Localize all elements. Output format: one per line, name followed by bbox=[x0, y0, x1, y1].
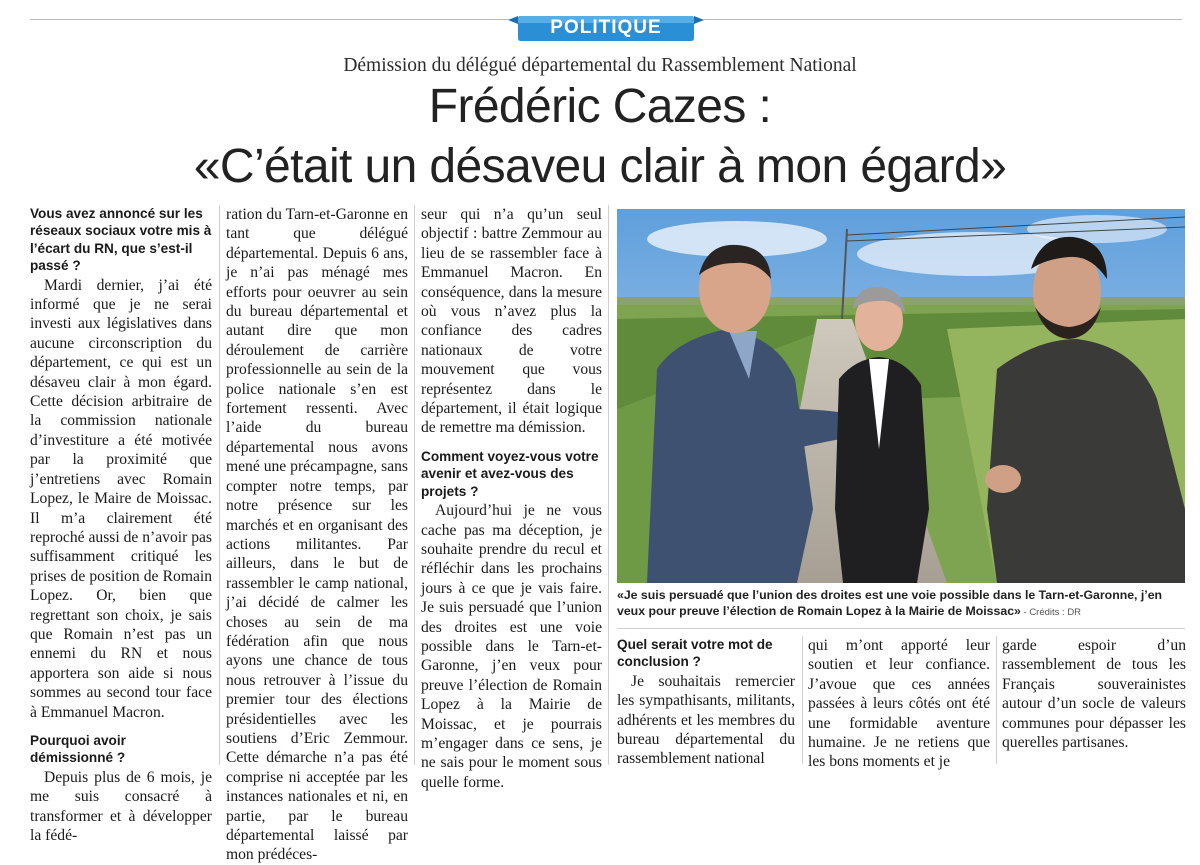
article-title-line-2: «C’était un désaveu clair à mon égard» bbox=[193, 140, 1007, 193]
question-1: Vous avez annoncé sur les réseaux sociaux votre mis à l’écart du RN, que s’est-il passé ? bbox=[30, 206, 212, 274]
answer-1: Mardi dernier, j’ai été informé que je ne serai investi aux législatives dans aucune circonscription du département, ce qui est un désaveu clair à mon égard. Cette décision arbitraire de la commission nationale d’investiture a été motivée par la proximité que j’entretiens avec Romain Lopez, le Maire de Moissac. Il m’a clairement été reproché aussi de n’avoir pas suffisamment critiqué les prises de position de Romain Lopez. Or, bien que regrettant son choix, je sais que Romain n’est pas un ennemi du RN et nous apportera son aide si nous sommes au second tour face à Emmanuel Macron. bbox=[30, 276, 212, 721]
photo-illustration bbox=[617, 209, 1185, 583]
column-divider bbox=[219, 205, 220, 765]
column-divider bbox=[608, 205, 609, 765]
article-column-5 bbox=[808, 636, 990, 772]
rubric-badge bbox=[508, 10, 704, 46]
photo-caption bbox=[617, 587, 1187, 621]
question-3: Comment voyez-vous votre avenir et avez-vous des projets ? bbox=[421, 448, 599, 499]
article-column-6 bbox=[1002, 636, 1186, 752]
answer-3: Aujourd’hui je ne vous cache pas ma déception, je souhaite prendre du recul et réfléchir dans les prochains jours à ce que je vais faire. Je suis persuadé que l’union des droites est une voie possible dans le Tarn-et-Garonne, j’en veux pour preuve l’élection de Romain Lopez à la Mairie de Moissac, et je pourrais m’engager dans ce sens, je ne sais pour le moment sous quelle forme. bbox=[421, 502, 602, 791]
rubric-label: POLITIQUE bbox=[550, 17, 662, 38]
answer-4-end: garde espoir d’un rassemblement de tous les Français souverainistes autour d’un socle de valeurs communes pour dépasser les querelles partisanes. bbox=[1002, 637, 1186, 752]
article-column-2 bbox=[226, 205, 408, 865]
article-kicker: Démission du délégué départemental du Rassemblement National bbox=[343, 55, 857, 76]
column-divider bbox=[414, 205, 415, 765]
answer-2-continued: ration du Tarn-et-Garonne en tant que délégué départemental. Depuis 6 ans, je n’ai pas ménagé mes efforts pour oeuvrer au sein du bureau départemental et autant dire que mon déroulement de carrière professionnelle au sein de la police nationale s’en est fortement ressenti. Avec l’aide du bureau départemental nous avons mené une précampagne, sans compter notre temps, par notre présence sur les marchés et en organisant des actions militantes. Par ailleurs, dans le but de rassembler le camp national, j’ai décidé de calmer les choses au sein de ma fédération afin que nous ayons une chance de tous nous retrouver à l’issue du premier tour des élections présidentielles avec les soutiens d’Eric Zemmour. Cette démarche n’a pas été comprise ni acceptée par les instances nationales et ni, en partie, par le bureau départemental laissé par mon prédéces- bbox=[226, 206, 408, 864]
question-2: Pourquoi avoir démissionné ? bbox=[30, 732, 126, 766]
article-column-1 bbox=[30, 205, 212, 845]
article-photo bbox=[617, 209, 1185, 583]
article-column-3 bbox=[421, 205, 602, 792]
column-divider bbox=[996, 636, 997, 764]
answer-2-start: Depuis plus de 6 mois, je me suis consacré à transformer et à développer la fédé- bbox=[30, 768, 212, 844]
photo-credits: - Crédits : DR bbox=[1020, 607, 1082, 618]
caption-divider bbox=[617, 628, 1185, 629]
article-column-4 bbox=[617, 636, 795, 769]
question-4: Quel serait votre mot de conclusion ? bbox=[617, 637, 773, 670]
column-divider bbox=[802, 636, 803, 764]
article-title-line-1: Frédéric Cazes : bbox=[428, 80, 772, 133]
answer-2-end: seur qui n’a qu’un seul objectif : battre Zemmour au lieu de se rassembler face à Emmanuel Macron. En conséquence, dans la mesure où vous n’avez plus la confiance des cadres nationaux de votre mouvement que vous représentez dans le département, il était logique de remettre ma démission. bbox=[421, 206, 602, 437]
answer-4: Je souhaitais remercier les sympathisants, militants, adhérents et les membres du bureau départemental du rassemblement national bbox=[617, 672, 795, 768]
answer-4-continued: qui m’ont apporté leur soutien et leur confiance. J’avoue que ces années passées à leurs côtés ont été une formidable aventure humaine. Je ne retiens que les bons moments et je bbox=[808, 637, 990, 771]
photo-caption-text: «Je suis persuadé que l’union des droites est une voie possible dans le Tarn-et-Garonne, j’en veux pour preuve l’élection de Romain Lopez à la Mairie de Moissac» bbox=[617, 588, 1163, 618]
